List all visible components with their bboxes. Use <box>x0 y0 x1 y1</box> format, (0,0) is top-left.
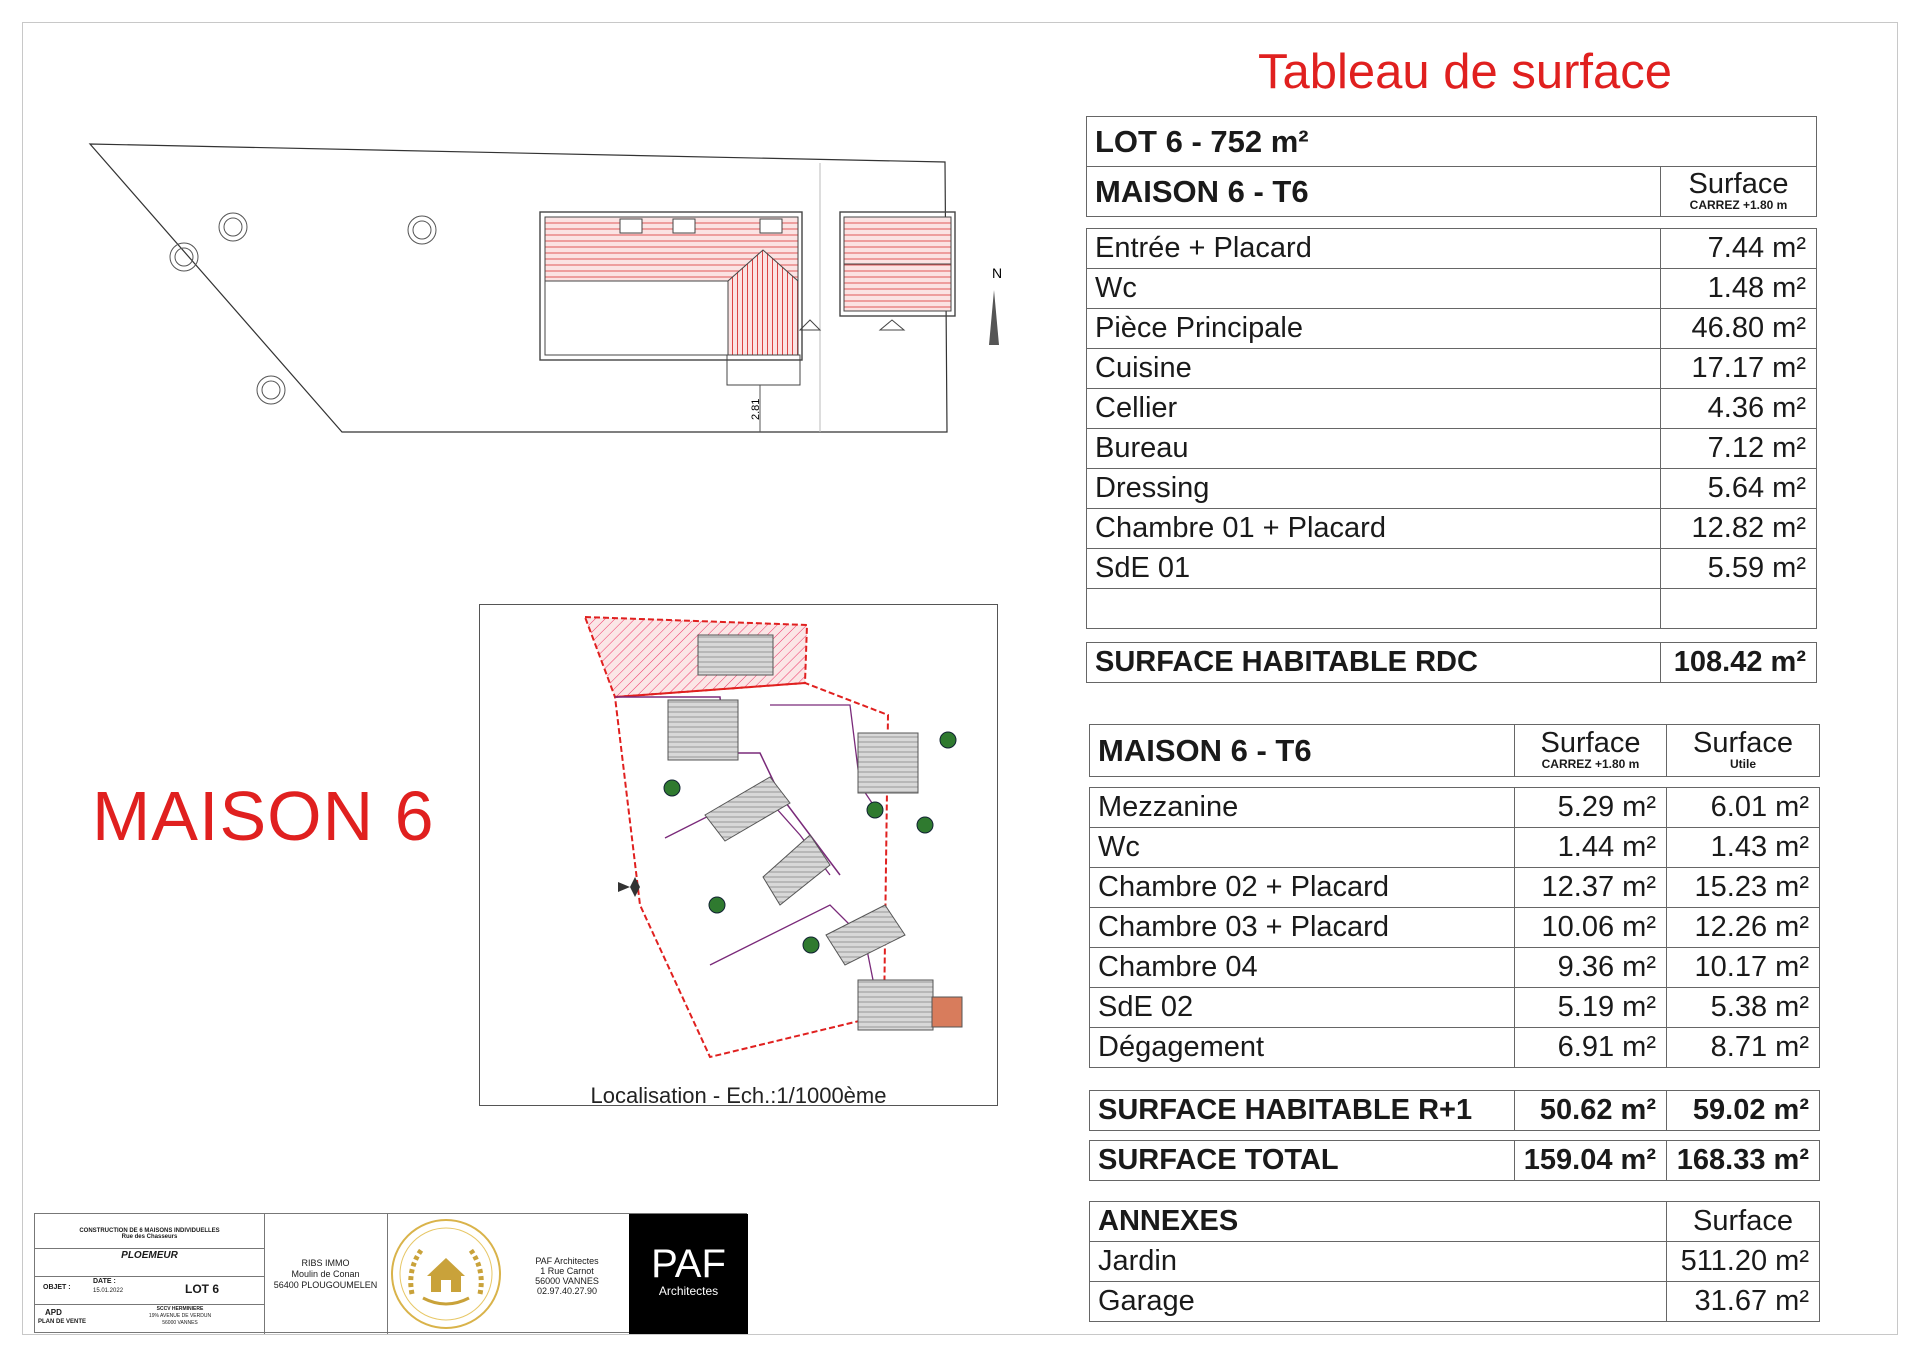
row-label: Garage <box>1090 1282 1667 1322</box>
row-carrez: 5.19 m² <box>1515 988 1667 1028</box>
phase-sub: PLAN DE VENTE <box>38 1319 87 1325</box>
annexes-title: ANNEXES <box>1090 1202 1667 1242</box>
table-row <box>1087 549 1817 589</box>
r1-total-table <box>1089 1090 1820 1131</box>
row-label: Wc <box>1090 828 1515 868</box>
table-row-empty <box>1087 589 1817 629</box>
table-row <box>1090 908 1820 948</box>
project-street: Rue des Chasseurs <box>121 1234 178 1240</box>
date-value: 15.01.2022 <box>93 1288 124 1294</box>
promoter-block <box>264 1214 388 1334</box>
row-value: 5.59 m² <box>1661 549 1817 589</box>
house-label: MAISON 6 <box>92 777 435 855</box>
row-label: Chambre 04 <box>1090 948 1515 988</box>
row-value: 7.12 m² <box>1661 429 1817 469</box>
row-carrez: 1.44 m² <box>1515 828 1667 868</box>
grand-total-table <box>1089 1140 1820 1181</box>
table-row <box>1090 788 1820 828</box>
row-utile: 15.23 m² <box>1667 868 1820 908</box>
architect-logo <box>629 1214 748 1334</box>
rdc-total-value: 108.42 m² <box>1661 643 1817 683</box>
location-caption: Localisation - Ech.:1/1000ème <box>590 1083 887 1108</box>
row-value: 7.44 m² <box>1661 229 1817 269</box>
row-utile: 10.17 m² <box>1667 948 1820 988</box>
r1-col2-header <box>1667 725 1820 777</box>
row-label: Jardin <box>1090 1242 1667 1282</box>
logo-architectes: Architectes <box>658 1284 719 1298</box>
r1-header-table <box>1089 724 1820 777</box>
row-label: Dressing <box>1087 469 1661 509</box>
architect-block <box>505 1214 629 1334</box>
title-block-project <box>35 1214 265 1334</box>
row-label: Entrée + Placard <box>1087 229 1661 269</box>
row-label: SdE 01 <box>1087 549 1661 589</box>
row-label: Chambre 03 + Placard <box>1090 908 1515 948</box>
laurel-house-icon <box>387 1214 505 1334</box>
client-name: SCCV HERMINIERE <box>156 1306 204 1312</box>
row-carrez: 6.91 m² <box>1515 1028 1667 1068</box>
row-value: 4.36 m² <box>1661 389 1817 429</box>
architect-addr2: 56000 VANNES <box>535 1276 599 1286</box>
r1-col1-sub: CARREZ +1.80 m <box>1541 756 1640 771</box>
row-carrez: 12.37 m² <box>1515 868 1667 908</box>
logo-paf: PAF <box>651 1242 726 1286</box>
table-row <box>1087 269 1817 309</box>
promoter-logo <box>387 1214 505 1334</box>
row-label: Chambre 02 + Placard <box>1090 868 1515 908</box>
dimension-label: 2.81 <box>750 398 762 420</box>
r1-col1-label: Surface <box>1540 726 1641 759</box>
rdc-total-label: SURFACE HABITABLE RDC <box>1087 643 1661 683</box>
lot-value: LOT 6 <box>185 1282 220 1296</box>
table-row <box>1090 988 1820 1028</box>
row-utile: 1.43 m² <box>1667 828 1820 868</box>
r1-total-label: SURFACE HABITABLE R+1 <box>1090 1091 1515 1131</box>
table-row <box>1090 868 1820 908</box>
r1-table <box>1089 787 1820 1068</box>
page-title: Tableau de surface <box>1257 45 1673 99</box>
rdc-col-sub: CARREZ +1.80 m <box>1689 197 1788 212</box>
row-utile: 8.71 m² <box>1667 1028 1820 1068</box>
title-block <box>34 1213 747 1333</box>
table-row <box>1090 828 1820 868</box>
row-carrez: 5.29 m² <box>1515 788 1667 828</box>
grand-total-utile: 168.33 m² <box>1667 1141 1820 1181</box>
client-block <box>100 1306 260 1327</box>
row-value: 1.48 m² <box>1661 269 1817 309</box>
lot-title: LOT 6 - 752 m² <box>1087 117 1817 167</box>
promoter-addr2: 56400 PLOUGOUMELEN <box>273 1280 378 1290</box>
table-row <box>1087 469 1817 509</box>
row-utile: 5.38 m² <box>1667 988 1820 1028</box>
table-row <box>1087 349 1817 389</box>
grand-total-carrez: 159.04 m² <box>1515 1141 1667 1181</box>
table-row <box>1090 1028 1820 1068</box>
row-value: 17.17 m² <box>1661 349 1817 389</box>
row-carrez: 10.06 m² <box>1515 908 1667 948</box>
promoter-addr1: Moulin de Conan <box>291 1269 360 1279</box>
row-value: 511.20 m² <box>1667 1242 1820 1282</box>
phase-label: APD <box>45 1308 62 1317</box>
table-row <box>1087 389 1817 429</box>
row-utile: 6.01 m² <box>1667 788 1820 828</box>
project-city: PLOEMEUR <box>121 1250 178 1261</box>
annexes-table <box>1089 1201 1820 1322</box>
table-row <box>1087 429 1817 469</box>
rdc-col-label: Surface <box>1688 167 1789 200</box>
objet-label: OBJET : <box>43 1284 71 1291</box>
table-row <box>1090 948 1820 988</box>
row-value: 46.80 m² <box>1661 309 1817 349</box>
annexes-col-header: Surface <box>1667 1202 1820 1242</box>
row-label: Chambre 01 + Placard <box>1087 509 1661 549</box>
r1-col2-sub: Utile <box>1729 756 1756 771</box>
location-plan <box>479 604 998 1106</box>
client-addr2: 56000 VANNES <box>162 1320 198 1326</box>
table-row <box>1090 1242 1820 1282</box>
grand-total-label: SURFACE TOTAL <box>1090 1141 1515 1181</box>
row-label: Wc <box>1087 269 1661 309</box>
table-row <box>1087 309 1817 349</box>
row-value: 31.67 m² <box>1667 1282 1820 1322</box>
row-label: Dégagement <box>1090 1028 1515 1068</box>
row-label: Cuisine <box>1087 349 1661 389</box>
row-label: Bureau <box>1087 429 1661 469</box>
row-label: SdE 02 <box>1090 988 1515 1028</box>
client-addr1: 19% AVENUE DE VERDUN <box>148 1313 212 1319</box>
table-row <box>1087 509 1817 549</box>
row-value: 12.82 m² <box>1661 509 1817 549</box>
location-plan-drawing <box>480 605 999 1085</box>
north-label: N <box>992 265 1003 281</box>
lot-header-table <box>1086 116 1817 217</box>
row-label: Pièce Principale <box>1087 309 1661 349</box>
architect-addr1: 1 Rue Carnot <box>540 1266 594 1276</box>
row-carrez: 9.36 m² <box>1515 948 1667 988</box>
rdc-total-table <box>1086 642 1817 683</box>
r1-house-title: MAISON 6 - T6 <box>1090 725 1515 777</box>
architect-phone: 02.97.40.27.90 <box>536 1286 598 1296</box>
rdc-table <box>1086 228 1817 629</box>
row-label: Cellier <box>1087 389 1661 429</box>
row-value: 5.64 m² <box>1661 469 1817 509</box>
r1-col1-header <box>1515 725 1667 777</box>
project-name: CONSTRUCTION DE 6 MAISONS INDIVIDUELLES <box>79 1228 220 1234</box>
row-label: Mezzanine <box>1090 788 1515 828</box>
r1-col2-label: Surface <box>1693 726 1793 759</box>
architect-name: PAF Architectes <box>535 1256 599 1266</box>
table-row <box>1087 229 1817 269</box>
r1-total-utile: 59.02 m² <box>1667 1091 1820 1131</box>
r1-total-carrez: 50.62 m² <box>1515 1091 1667 1131</box>
date-label: DATE : <box>93 1278 116 1285</box>
rdc-col-header <box>1661 167 1817 217</box>
table-row <box>1090 1282 1820 1322</box>
promoter-name: RIBS IMMO <box>301 1258 350 1268</box>
ground-plan <box>80 130 1003 450</box>
row-utile: 12.26 m² <box>1667 908 1820 948</box>
rdc-house-title: MAISON 6 - T6 <box>1087 167 1661 217</box>
